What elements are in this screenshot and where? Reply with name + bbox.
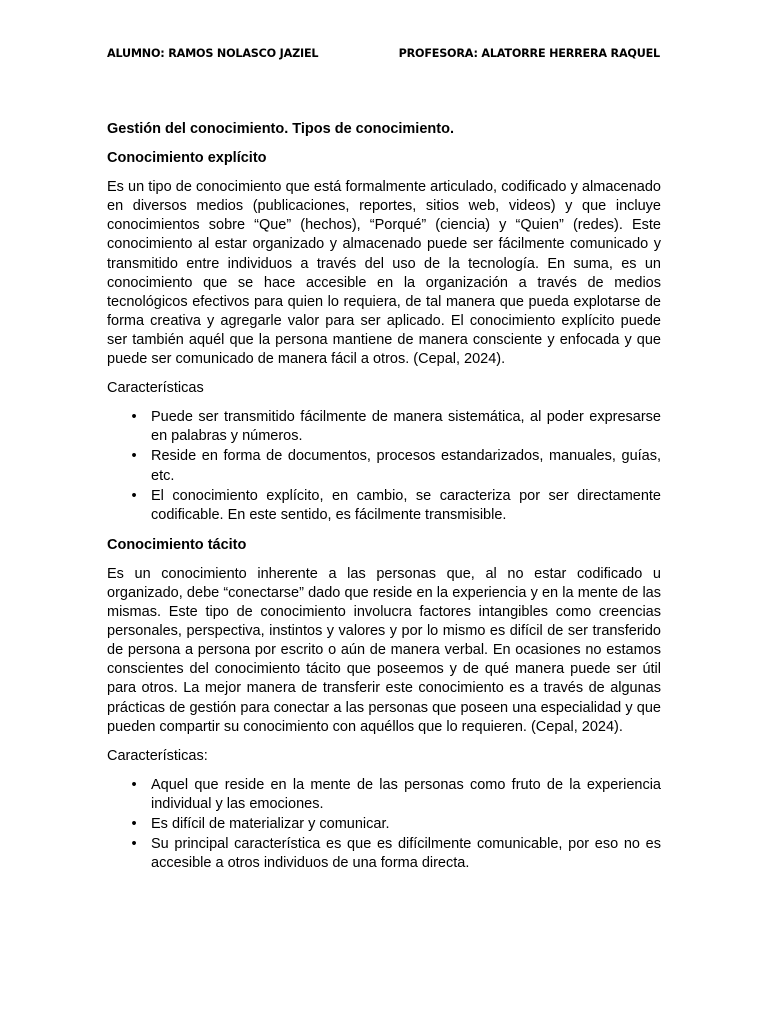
bullet-dot-icon: •: [131, 409, 137, 426]
bullet-dot-icon: •: [131, 816, 137, 832]
explicit-paragraph: Es un tipo de conocimiento que está formalmente articulado, codificado y almacenado en diversos medios (publicaciones, reportes, sitios web, videos) y que incluye conocimientos sobre “Que” (hechos), “Porqué” (ciencia) y “Quien” (redes). Este conocimiento al estar organizado y almacenado puede ser fácilmente comunicado y transmitido entre individuos a través del uso de la tecnología. En suma, es un conocimiento que se hace accesible en la organización a través de medios tecnológicos efectivos para quien lo requiera, de tal manera que pueda explotarse de forma creativa y agregarle valor para ser aplicado. El conocimiento explícito puede ser también aquél que la persona mantiene de manera consciente y enfocada y que puede ser comunicado de manera fácil a otros. (Cepal, 2024).: [107, 179, 661, 368]
list-item-text: Es difícil de materializar y comunicar.: [151, 816, 390, 832]
tacit-heading: Conocimiento tácito: [107, 536, 247, 553]
explicit-characteristics-list: [107, 408, 661, 525]
tacit-paragraph: Es un conocimiento inherente a las personas que, al no estar codificado u organizado, debe “conectarse” dado que reside en la experiencia y en la mente de las mismas. Este tipo de conocimiento involucra factores intangibles como creencias personales, perspectiva, instintos y valores y por lo mismo es difícil de ser transferido de persona a persona por escrito o aún de manera verbal. En ocasiones no estamos conscientes del conocimiento tácito que poseemos y de qué manera puede ser útil para otros. La mejor manera de transferir este conocimiento es a través de algunas prácticas de gestión para conectar a las personas que poseen una especialidad y que pueden compartir su conocimiento con aquéllos que lo requieren. (Cepal, 2024).: [107, 565, 661, 735]
list-item: [107, 835, 661, 873]
list-item-text: Aquel que reside en la mente de las personas como fruto de la experiencia individual y las emociones.: [151, 776, 661, 812]
list-item-text: El conocimiento explícito, en cambio, se caracteriza por ser directamente codificable. En este sentido, es fácilmente transmisible.: [151, 487, 661, 523]
student-name: ALUMNO: RAMOS NOLASCO JAZIEL: [107, 47, 319, 60]
explicit-heading: Conocimiento explícito: [107, 150, 267, 167]
list-item: [107, 815, 661, 834]
bullet-dot-icon: •: [131, 448, 137, 465]
tacit-characteristics-list: [107, 776, 661, 873]
teacher-name: PROFESORA: ALATORRE HERRERA RAQUEL: [398, 47, 660, 60]
bullet-dot-icon: •: [131, 836, 137, 853]
bullet-dot-icon: •: [131, 487, 137, 504]
list-item: [107, 408, 661, 446]
bullet-dot-icon: •: [131, 776, 137, 793]
page-header: [107, 47, 660, 65]
list-item: [107, 776, 661, 814]
tacit-characteristics-label: Características:: [107, 747, 208, 764]
list-item: [107, 487, 661, 525]
document-body: [107, 120, 661, 884]
list-item: [107, 447, 661, 485]
document-title: Gestión del conocimiento. Tipos de conocimiento.: [107, 121, 454, 137]
list-item-text: Reside en forma de documentos, procesos estandarizados, manuales, guías, etc.: [151, 448, 661, 484]
list-item-text: Puede ser transmitido fácilmente de manera sistemática, al poder expresarse en palabras y números.: [151, 409, 661, 445]
explicit-characteristics-label: Características: [107, 380, 204, 397]
list-item-text: Su principal característica es que es difícilmente comunicable, por eso no es accesible a otros individuos de una forma directa.: [151, 836, 661, 872]
